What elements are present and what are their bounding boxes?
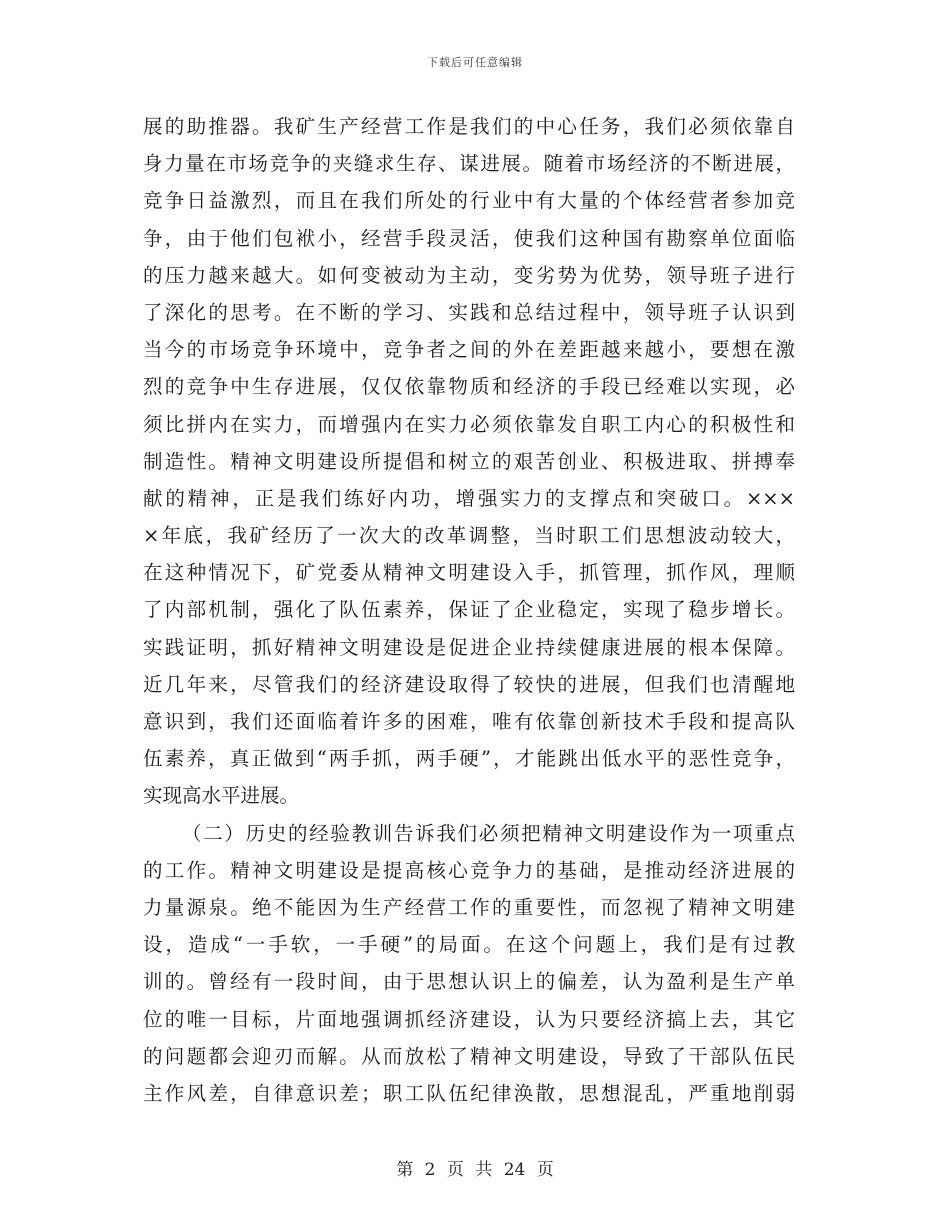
text-line: 的问题都会迎刃而解。从而放松了精神文明建设，导致了干部队伍民 <box>143 1044 795 1068</box>
text-line: （二）历史的经验教训告诉我们必须把精神文明建设作为一项重点 <box>182 821 795 845</box>
text-line: 训的。曾经有一段时间，由于思想认识上的偏差，认为盈利是生产单 <box>143 970 795 994</box>
text-line: 意识到，我们还面临着许多的困难，唯有依靠创新技术手段和提高队 <box>143 710 795 733</box>
text-line: 身力量在市场竞争的夹缝求生存、谋进展。随着市场经济的不断进展， <box>143 152 795 176</box>
text-line: 争，由于他们包袱小，经营手段灵活，使我们这种国有勘察单位面临 <box>143 226 795 250</box>
text-line: 设，造成“一手软，一手硬”的局面。在这个问题上，我们是有过教 <box>143 933 795 957</box>
text-line: ×年底，我矿经历了一次大的改革调整，当时职工们思想波动较大， <box>143 524 795 548</box>
text-line: 位的唯一目标，片面地强调抓经济建设，认为只要经济搞上去，其它 <box>143 1007 795 1031</box>
body-text <box>143 108 795 1112</box>
text-line: 实现高水平进展。 <box>143 784 300 808</box>
text-line: 制造性。精神文明建设所提倡和树立的艰苦创业、积极进取、拼搏奉 <box>143 449 795 473</box>
text-line: 了内部机制，强化了队伍素养，保证了企业稳定，实现了稳步增长。 <box>143 598 795 622</box>
text-line: 力量源泉。绝不能因为生产经营工作的重要性，而忽视了精神文明建 <box>143 895 795 919</box>
text-line: 献的精神，正是我们练好内功，增强实力的支撑点和突破口。××× <box>143 486 795 510</box>
text-line: 主作风差，自律意识差；职工队伍纪律涣散，思想混乱，严重地削弱 <box>143 1081 795 1105</box>
text-line: 的压力越来越大。如何变被动为主动，变劣势为优势，领导班子进行 <box>143 263 795 287</box>
text-line: 了深化的思考。在不断的学习、实践和总结过程中，领导班子认识到 <box>143 300 795 324</box>
text-line: 的工作。精神文明建设是提高核心竞争力的基础，是推动经济进展的 <box>143 858 795 882</box>
text-line: 近几年来，尽管我们的经济建设取得了较快的进展，但我们也清醒地 <box>143 672 795 696</box>
page-header: 下载后可任意编辑 <box>427 56 523 69</box>
text-line: 竞争日益激烈，而且在我们所处的行业中有大量的个体经营者参加竞 <box>143 189 795 213</box>
text-line: 展的助推器。我矿生产经营工作是我们的中心任务，我们必须依靠自 <box>143 115 795 138</box>
text-line: 在这种情况下，矿党委从精神文明建设入手，抓管理，抓作风，理顺 <box>143 561 795 585</box>
text-line: 当今的市场竞争环境中，竞争者之间的外在差距越来越小，要想在激 <box>143 338 795 362</box>
page-footer: 第 2 页 共 24 页 <box>396 1160 554 1180</box>
text-line: 须比拼内在实力，而增强内在实力必须依靠发自职工内心的积极性和 <box>143 412 795 436</box>
text-line: 烈的竞争中生存进展，仅仅依靠物质和经济的手段已经难以实现，必 <box>143 375 795 399</box>
text-line: 伍素养，真正做到“两手抓，两手硬”，才能跳出低水平的恶性竞争， <box>143 747 795 771</box>
text-line: 实践证明，抓好精神文明建设是促进企业持续健康进展的根本保障。 <box>143 635 795 659</box>
